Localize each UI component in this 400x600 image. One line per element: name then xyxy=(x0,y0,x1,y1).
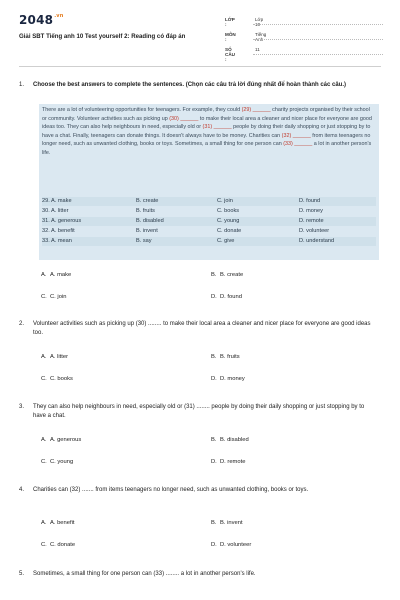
meta-subject-value: Tiếng Anh xyxy=(255,32,267,42)
passage-part: people by doing their daily shopping or just stopping by to have a chat. Finally, teenagers can donate things. It doesn't always have to be money. Charities can xyxy=(42,124,371,139)
option-text: A. benefit xyxy=(50,520,75,526)
option-text: D. volunteer xyxy=(220,542,252,548)
reading-passage xyxy=(39,104,379,260)
option-text: A. generous xyxy=(50,437,82,443)
blank-33: (33) ______ xyxy=(283,141,313,148)
option-letter: D. xyxy=(211,542,217,548)
choice-b: B. create xyxy=(136,198,159,204)
passage-part: from items teenagers no longer need, such as unwanted clothing, books or toys. Sometimes, a small thing for one person can xyxy=(42,132,371,148)
choice-c: C. donate xyxy=(217,228,242,234)
table-row xyxy=(42,217,376,226)
row-number: 29. xyxy=(42,198,50,204)
table-row xyxy=(42,207,376,216)
question-text: Charities can (32) ....... from items teenagers no longer need, such as unwanted clothing, books or toys. xyxy=(33,487,309,493)
option-text: C. donate xyxy=(50,542,76,548)
question-number: 1. xyxy=(19,82,25,88)
blank-29: (29) ______ xyxy=(241,107,271,113)
option-text: B. disabled xyxy=(220,437,249,443)
option-letter: A. xyxy=(41,520,47,526)
table-row xyxy=(42,197,376,206)
choice-b: B. invent xyxy=(136,228,158,234)
header-divider xyxy=(19,66,381,67)
blank-31: (31) ______ xyxy=(202,124,232,131)
option-letter: B. xyxy=(211,272,217,278)
meta-class-line xyxy=(253,24,383,25)
choice-a: A. benefit xyxy=(51,228,75,234)
option-text: D. found xyxy=(220,294,242,300)
choice-b: B. disabled xyxy=(136,218,164,224)
option-text: B. fruits xyxy=(220,354,240,360)
question-instruction: Choose the best answers to complete the sentences. (Chọn các câu trả lời đúng nhất để hoàn thành các câu.) xyxy=(33,82,346,88)
site-logo[interactable] xyxy=(19,13,64,27)
table-row xyxy=(42,237,376,246)
choice-d: D. money xyxy=(299,208,323,214)
blank-32: (32) ______ xyxy=(281,132,311,139)
option-letter: B. xyxy=(211,437,217,443)
table-row xyxy=(42,227,376,236)
question-number: 3. xyxy=(19,404,25,410)
option-text: C. young xyxy=(50,459,74,465)
question-text: Volunteer activities such as picking up (30) ........ to make their local area a cleaner and nicer place for everyone are good ideas too. xyxy=(33,321,371,336)
choice-d: D. understand xyxy=(299,238,335,244)
question-number: 2. xyxy=(19,321,25,327)
option-text: A. make xyxy=(50,272,72,278)
passage-part: to make their local area a cleaner and nicer place for everyone are good ideas too. They can also help neighbours in need, especially old or xyxy=(42,115,372,131)
question-number: 5. xyxy=(19,571,25,577)
meta-subject-label: MÔN : xyxy=(225,32,236,42)
option-text: B. invent xyxy=(220,520,243,526)
passage-text xyxy=(42,106,376,158)
option-letter: C. xyxy=(41,376,47,382)
option-letter: D. xyxy=(211,294,217,300)
row-number: 30. xyxy=(42,208,50,214)
choice-c: C. young xyxy=(217,218,240,224)
option-letter: A. xyxy=(41,354,47,360)
choice-b: B. say xyxy=(136,238,152,244)
option-letter: C. xyxy=(41,294,47,300)
passage-part: There are a lot of volunteering opportunities for teenagers. For example, they could xyxy=(42,107,242,113)
choice-d: D. remote xyxy=(299,218,324,224)
option-letter: A. xyxy=(41,437,47,443)
meta-count-label: SỐ CÂU : xyxy=(225,47,235,62)
option-letter: B. xyxy=(211,354,217,360)
choice-b: B. fruits xyxy=(136,208,155,214)
option-text: C. join xyxy=(50,294,67,300)
passage-part: charity projects organised by their school or community. Volunteer activities such as picking up xyxy=(42,107,370,122)
meta-subject-line xyxy=(253,39,383,40)
option-text: C. books xyxy=(50,376,73,382)
option-text: B. create xyxy=(220,272,244,278)
row-number: 32. xyxy=(42,228,50,234)
choice-a: A. make xyxy=(51,198,72,204)
option-letter: D. xyxy=(211,459,217,465)
row-number: 31. xyxy=(42,218,50,224)
option-text: D. remote xyxy=(220,459,246,465)
choice-c: C. books xyxy=(217,208,240,214)
choice-d: D. volunteer xyxy=(299,228,330,234)
page-title: Giải SBT Tiếng anh 10 Test yourself 2: Reading có đáp án xyxy=(19,33,186,40)
question-text: They can also help neighbours in need, especially old or (31) ........ people by doing their daily shopping or just stopping by to have a chat. xyxy=(33,404,365,419)
choice-d: D. found xyxy=(299,198,321,204)
choice-a: A. mean xyxy=(51,238,72,244)
choice-a: A. litter xyxy=(51,208,69,214)
page-header xyxy=(0,0,400,66)
option-letter: D. xyxy=(211,376,217,382)
row-number: 33. xyxy=(42,238,50,244)
meta-class-value: Lớp 10 xyxy=(255,17,264,27)
option-letter: C. xyxy=(41,459,47,465)
blank-30: (30) ______ xyxy=(169,115,199,122)
meta-count-line xyxy=(253,54,383,55)
choice-a: A. generous xyxy=(51,218,82,224)
passage-part: a lot in another person's life. xyxy=(42,141,372,156)
question-text: Sometimes, a small thing for one person can (33) ........ a lot in another person's life. xyxy=(33,571,256,577)
option-text: A. litter xyxy=(50,354,69,360)
meta-class-label: LỚP : xyxy=(225,17,235,27)
option-letter: B. xyxy=(211,520,217,526)
option-letter: A. xyxy=(41,272,47,278)
meta-count-value: 11 xyxy=(255,47,260,52)
logo-suffix: .vn xyxy=(54,13,64,19)
option-text: D. money xyxy=(220,376,245,382)
choice-c: C. give xyxy=(217,238,235,244)
option-letter: C. xyxy=(41,542,47,548)
question-number: 4. xyxy=(19,487,25,493)
logo-text: 2048 xyxy=(19,13,54,27)
choice-c: C. join xyxy=(217,198,233,204)
